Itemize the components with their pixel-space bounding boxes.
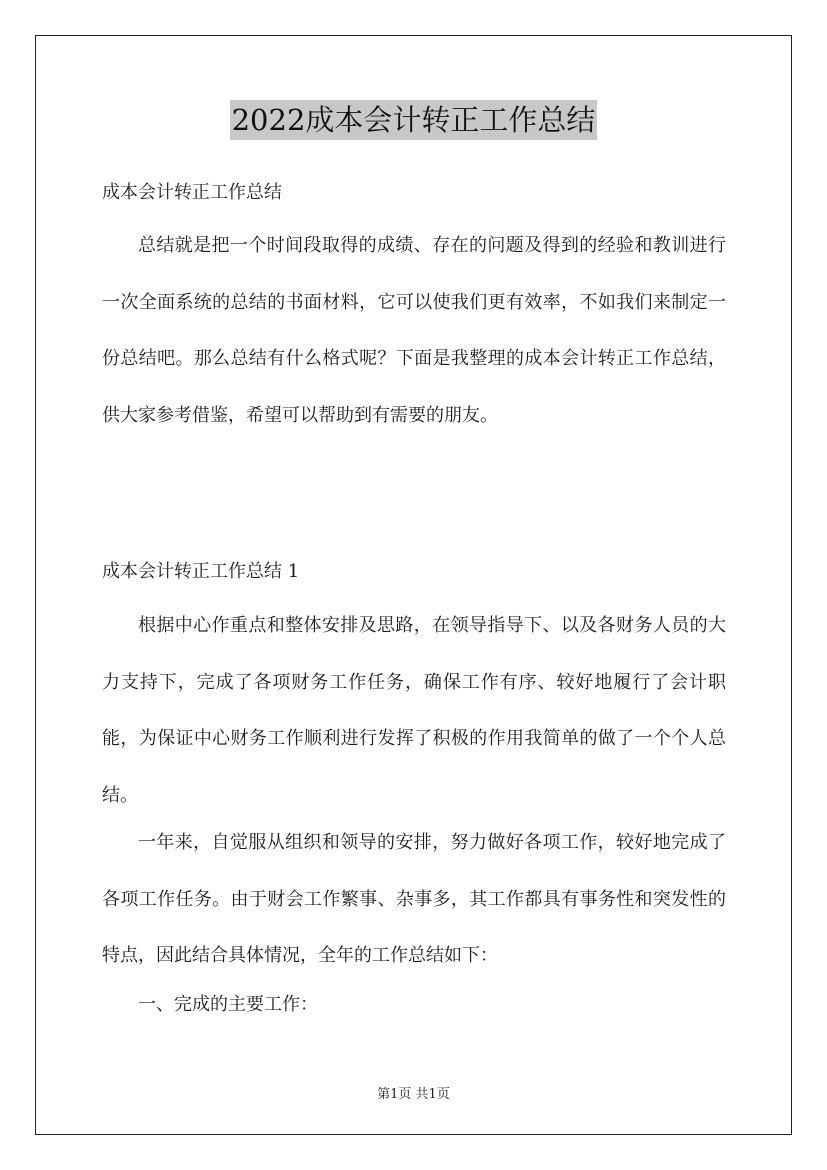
intro-paragraph: 总结就是把一个时间段取得的成绩、存在的问题及得到的经验和教训进行一次全面系统的总结的书面材料，它可以使我们更有效率，不如我们来制定一份总结吧。那么总结有什么格式呢？下面是我整理的成本会计转正工作总结，供大家参考借鉴，希望可以帮助到有需要的朋友。 [102, 235, 726, 426]
document-subtitle: 成本会计转正工作总结 [102, 182, 282, 203]
section-title: 成本会计转正工作总结 1 [102, 561, 300, 582]
title-container [0, 100, 827, 140]
document-title: 2022成本会计转正工作总结 [230, 100, 598, 140]
section-paragraph-1: 根据中心作重点和整体安排及思路，在领导指导下、以及各财务人员的大力支持下，完成了各项财务工作任务，确保工作有序、较好地履行了会计职能，为保证中心财务工作顺利进行发挥了积极的作用我简单的做了一个个人总结。 [102, 615, 726, 806]
section-paragraph-2: 一年来，自觉服从组织和领导的安排，努力做好各项工作，较好地完成了各项工作任务。由于财会工作繁事、杂事多，其工作都具有事务性和突发性的特点，因此结合具体情况，全年的工作总结如下： [102, 832, 726, 966]
section-paragraph-3: 一、完成的主要工作： [138, 994, 318, 1015]
page-footer: 第1页 共1页 [377, 1087, 450, 1102]
